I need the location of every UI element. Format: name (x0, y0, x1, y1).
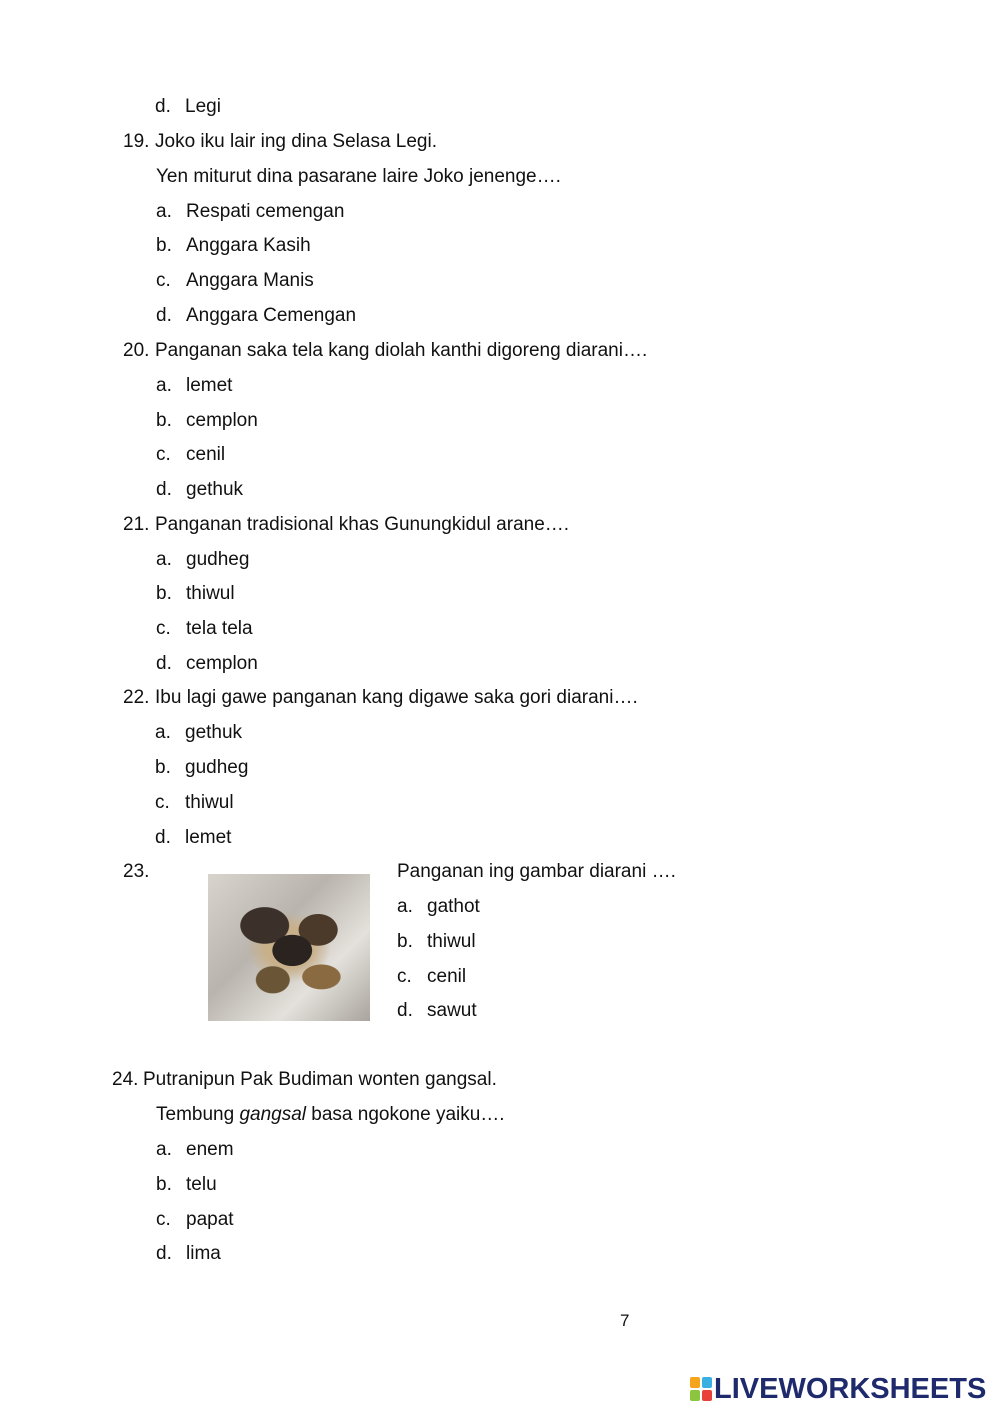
text-line: Joko iku lair ing dina Selasa Legi. (155, 131, 438, 152)
text-line: a. (156, 1139, 172, 1160)
text-line: cenil (186, 444, 226, 465)
text-line: b. (156, 1174, 172, 1195)
text-line: lemet (185, 827, 232, 848)
text-line: gudheg (185, 757, 249, 778)
text-line: a. (155, 722, 171, 743)
text-line: lima (186, 1243, 221, 1264)
text-line: gudheg (186, 549, 250, 570)
text-line: Ibu lagi gawe panganan kang digawe saka gori diarani…. (155, 687, 638, 708)
text-line: thiwul (186, 583, 235, 604)
logo-text: LIVEWORKSHEETS (714, 1373, 987, 1405)
logo-mark-icon (690, 1377, 712, 1401)
text-line: 20. (123, 340, 150, 361)
text-line: c. (156, 618, 171, 639)
text-line: b. (397, 931, 413, 952)
page-number: 7 (620, 1311, 630, 1330)
text-line: d. (156, 479, 172, 500)
text-line: sawut (427, 1000, 477, 1021)
liveworksheets-logo (690, 1374, 986, 1404)
text-line: d. (155, 827, 171, 848)
text-line: cemplon (186, 653, 258, 674)
text-line: b. (156, 583, 172, 604)
text-line: tela tela (186, 618, 253, 639)
text-line: d. (156, 1243, 172, 1264)
text-line: c. (155, 792, 170, 813)
text-line: c. (156, 1209, 171, 1230)
text-line: a. (156, 375, 172, 396)
text-line: b. (155, 757, 171, 778)
text-line: telu (186, 1174, 217, 1195)
text-line: cemplon (186, 410, 258, 431)
text-line: d. (397, 1000, 413, 1021)
text-line: d. (155, 96, 171, 117)
text-line: enem (186, 1139, 234, 1160)
text-line: Panganan ing gambar diarani …. (397, 861, 676, 882)
text-line: b. (156, 235, 172, 256)
text-line: 21. (123, 514, 150, 535)
text-line: papat (186, 1209, 234, 1230)
text-line: a. (156, 549, 172, 570)
text-line: d. (156, 653, 172, 674)
text-line: 22. (123, 687, 150, 708)
text-line: b. (156, 410, 172, 431)
text-line: Panganan tradisional khas Gunungkidul arane…. (155, 514, 570, 535)
text-line: Anggara Cemengan (186, 305, 357, 326)
text-line: Anggara Manis (186, 270, 314, 291)
text-line: Respati cemengan (186, 201, 345, 222)
text-line: lemet (186, 375, 233, 396)
text-line: a. (397, 896, 413, 917)
text-line: cenil (427, 966, 467, 987)
text-line: Anggara Kasih (186, 235, 311, 256)
text-line: Putranipun Pak Budiman wonten gangsal. (143, 1069, 497, 1090)
text-line: Legi (185, 96, 221, 117)
text-line: 19. (123, 131, 150, 152)
text-line: Yen miturut dina pasarane laire Joko jenenge…. (156, 166, 561, 187)
text-line: gethuk (185, 722, 243, 743)
text-line: gathot (427, 896, 480, 917)
question-24-stem-line2: Tembung gangsal basa ngokone yaiku…. (156, 1104, 505, 1125)
text-line: thiwul (185, 792, 234, 813)
food-photo (208, 874, 370, 1021)
italic-word: gangsal (239, 1104, 307, 1125)
text-line: thiwul (427, 931, 476, 952)
text-line: a. (156, 201, 172, 222)
text-line: 23. (123, 861, 150, 882)
text-line: c. (397, 966, 412, 987)
text-line: gethuk (186, 479, 244, 500)
text-line: 24. (112, 1069, 139, 1090)
text-line: Panganan saka tela kang diolah kanthi digoreng diarani…. (155, 340, 648, 361)
text-line: c. (156, 270, 171, 291)
text-line: c. (156, 444, 171, 465)
text-line: d. (156, 305, 172, 326)
